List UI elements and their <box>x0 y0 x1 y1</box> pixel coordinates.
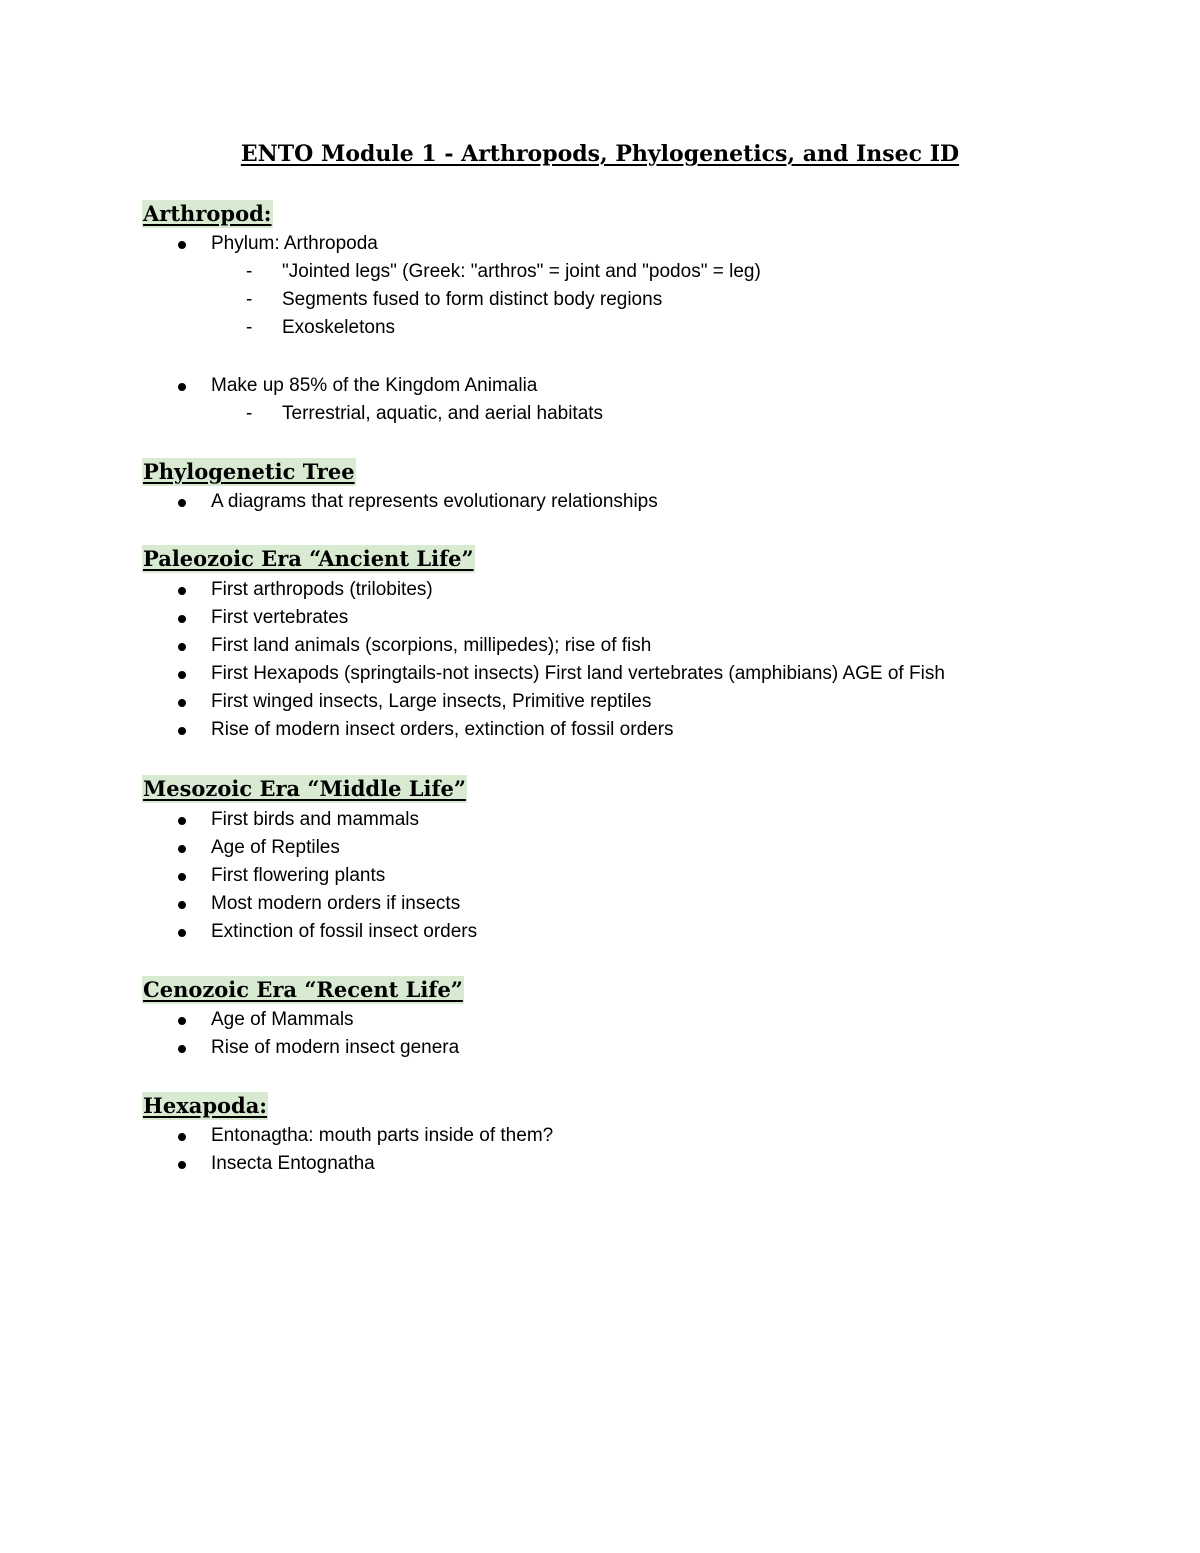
section-heading-phylogenetic-tree: Phylogenetic Tree <box>143 459 355 484</box>
section-heading-arthropod: Arthropod: <box>143 201 272 226</box>
section-heading-paleozoic: Paleozoic Era “Ancient Life” <box>143 546 474 571</box>
bullet-icon <box>178 671 186 679</box>
section-heading-cenozoic: Cenozoic Era “Recent Life” <box>143 977 463 1002</box>
bullet-icon <box>178 383 186 391</box>
bullet-icon <box>178 241 186 249</box>
bullet-icon <box>178 1161 186 1169</box>
document-title: ENTO Module 1 - Arthropods, Phylogenetics, and Insec ID <box>240 141 960 167</box>
bullet-icon <box>178 817 186 825</box>
dash-icon: - <box>246 261 253 282</box>
bullet-icon <box>178 727 186 735</box>
document-page: ENTO Module 1 - Arthropods, Phylogenetics, and Insec ID Arthropod: Phylum: Arthropoda - "Jointed legs" (Greek: "arthros" = joint and "podos" = leg) - Segments fused to form distinct body regions - Exoskeletons Make up 85% of the Kingdom Animalia - Terrestrial, aquatic, and aerial habitats Phylogenetic Tree A diagrams that represents evolutionary relationships Paleozoic Era “Ancient Life” First arthropods (trilobites) First vertebrates First land animals (scorpions, millipedes); rise of fish First Hexapods (springtails-not insects) First land vertebrates (amphibians) AGE of Fish First winged insects, Large insects, Primitive reptiles Rise of modern insect orders, extinction of fossil orders Mesozoic Era “Middle Life” First birds and mammals Age of Reptiles First flowering plants Most modern orders if insects Extinction of fossil insect orders Cenozoic Era “Recent Life” Age of Mammals Rise of modern insect genera Hexapoda: Entonagtha: mouth parts inside of them? Insecta Entognatha <box>0 0 1200 1553</box>
dash-icon: - <box>246 289 253 310</box>
section-heading-hexapoda: Hexapoda: <box>143 1093 268 1118</box>
bullet-icon <box>178 1133 186 1141</box>
bullet-icon <box>178 929 186 937</box>
bullet-icon <box>178 1017 186 1025</box>
bullet-icon <box>178 587 186 595</box>
section-heading-mesozoic: Mesozoic Era “Middle Life” <box>143 776 466 801</box>
bullet-icon <box>178 499 186 507</box>
bullet-icon <box>178 643 186 651</box>
dash-icon: - <box>246 317 253 338</box>
bullet-icon <box>178 699 186 707</box>
bullet-icon <box>178 1045 186 1053</box>
bullet-icon <box>178 845 186 853</box>
bullet-icon <box>178 873 186 881</box>
bullet-icon <box>178 615 186 623</box>
bullet-icon <box>178 901 186 909</box>
dash-icon: - <box>246 403 253 424</box>
